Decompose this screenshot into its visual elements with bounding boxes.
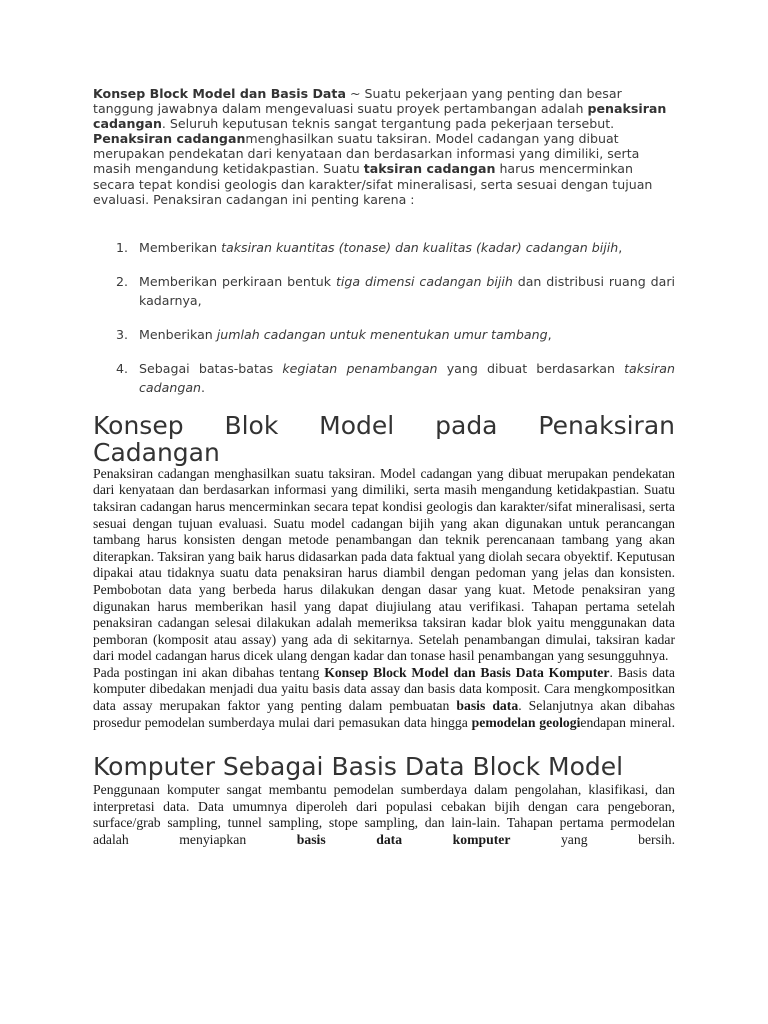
list-emphasis: kegiatan penambangan: [282, 360, 438, 376]
body-bold-term: Konsep Block Model dan Basis Data Komputer: [324, 664, 610, 680]
reasons-list: [93, 238, 675, 397]
body-bold-term: basis data: [456, 698, 519, 714]
list-emphasis: tiga dimensi cadangan bijih: [335, 273, 513, 289]
list-item: [116, 325, 675, 344]
list-number: 3.: [116, 326, 129, 342]
body-paragraph: [93, 665, 675, 731]
body-text: yang bersih.: [510, 832, 675, 848]
body-text: Penggunaan komputer sangat membantu pemodelan sumberdaya dalam pengolahan, klasifikasi, dan interpretasi data. Data umumnya diperoleh dari populasi cebakan bijih dengan cara pengeboran, surface/grab sampling, tunnel sampling, stope sampling, dan lain-lain. Tahapan pertama permodelan adalah menyiapkan: [93, 782, 675, 848]
list-item: [116, 238, 675, 257]
section-heading: Konsep Blok Model pada Penaksiran Cadangan: [93, 410, 675, 467]
list-text: Menberikan: [139, 326, 217, 342]
list-text: ,: [547, 326, 552, 342]
list-emphasis: taksiran kuantitas (tonase) dan kualitas (kadar) cadangan bijih: [221, 239, 619, 255]
list-number: 2.: [116, 273, 129, 289]
list-item: [116, 272, 675, 310]
list-text: Memberikan: [139, 239, 222, 255]
intro-lead-title: Konsep Block Model dan Basis Data: [93, 86, 346, 101]
intro-text: menghasilkan suatu taksiran. Model cadangan yang dibuat merupakan pendekatan dari kenyataan dan berdasarkan informasi yang dimiliki, serta masih mengandung ketidakpastian. Suatu: [93, 131, 640, 177]
list-number: 4.: [116, 360, 129, 376]
list-number: 1.: [116, 239, 129, 255]
list-emphasis: jumlah cadangan untuk menentukan umur tambang: [216, 326, 548, 342]
intro-text: . Seluruh keputusan teknis sangat tergantung pada pekerjaan tersebut.: [161, 116, 615, 132]
intro-text: ~ Suatu pekerjaan yang penting dan besar tanggung jawabnya dalam mengevaluasi suatu proyek pertambangan adalah: [93, 86, 622, 117]
list-text: yang dibuat berdasarkan: [437, 360, 625, 376]
body-text: . Selanjutnya akan dibahas prosedur pemodelan sumberdaya mulai dari pemasukan data hingga: [93, 698, 675, 730]
intro-paragraph: [93, 86, 675, 207]
list-text: .: [201, 379, 206, 395]
list-item: [116, 359, 675, 397]
body-text: . Basis data komputer dibedakan menjadi dua yaitu basis data assay dan basis data komposit. Cara mengkompositkan data assay merupakan faktor yang penting dalam pembuatan: [93, 664, 675, 714]
body-bold-term: basis data komputer: [296, 832, 511, 848]
body-text: Pada postingan ini akan dibahas tentang: [93, 664, 325, 680]
body-paragraph: [93, 782, 675, 848]
list-text: Memberikan perkiraan bentuk: [139, 273, 336, 289]
body-bold-term: pemodelan geologi: [471, 714, 581, 730]
body-text: endapan mineral.: [580, 714, 676, 730]
intro-bold-term: Penaksiran cadangan: [93, 131, 246, 147]
list-text: dan distribusi ruang dari kadarnya,: [139, 273, 675, 308]
list-text: Sebagai batas-batas: [139, 360, 283, 376]
body-paragraph: Penaksiran cadangan menghasilkan suatu taksiran. Model cadangan yang dibuat merupakan pendekatan dari kenyataan dan berdasarkan informasi yang dimiliki, serta masih mengandung ketidakpastian. Suatu taksiran cadangan harus mencerminkan secara tepat kondisi geologis dan karakter/sifat mineralisasi, serta sesuai dengan tujuan evaluasi. Suatu model cadangan bijih yang akan digunakan untuk perancangan tambang harus konsisten dengan metode penambangan dan teknik perencanaan tambang yang akan diterapkan. Taksiran yang baik harus didasarkan pada data faktual yang diolah secara obyektif. Keputusan dipakai atau tidaknya suatu data penaksiran harus diambil dengan pedoman yang jelas dan konsisten. Pembobotan data yang berbeda harus dilakukan dengan dasar yang kuat. Metode penaksiran yang digunakan harus memberikan hasil yang dapat diujiulang atau verifikasi. Tahapan pertama setelah penaksiran cadangan selesai dilakukan adalah memeriksa taksiran kadar blok yaitu menggunakan data pemboran (komposit atau assay) yang ada di sekitarnya. Setelah penambangan dimulai, taksiran kadar dari model cadangan harus dicek ulang dengan kadar dan tonase hasil penambangan yang sesungguhnya.: [93, 465, 675, 664]
list-emphasis: taksiran cadangan: [139, 360, 675, 395]
intro-text: harus mencerminkan secara tepat kondisi geologis dan karakter/sifat mineralisasi, serta sesuai dengan tujuan evaluasi. Penaksiran cadangan ini penting karena :: [93, 161, 653, 207]
intro-bold-term: taksiran cadangan: [363, 161, 496, 177]
section-heading: Komputer Sebagai Basis Data Block Model: [93, 752, 624, 782]
list-text: ,: [618, 239, 623, 255]
intro-bold-term: penaksiran cadangan: [93, 101, 667, 132]
